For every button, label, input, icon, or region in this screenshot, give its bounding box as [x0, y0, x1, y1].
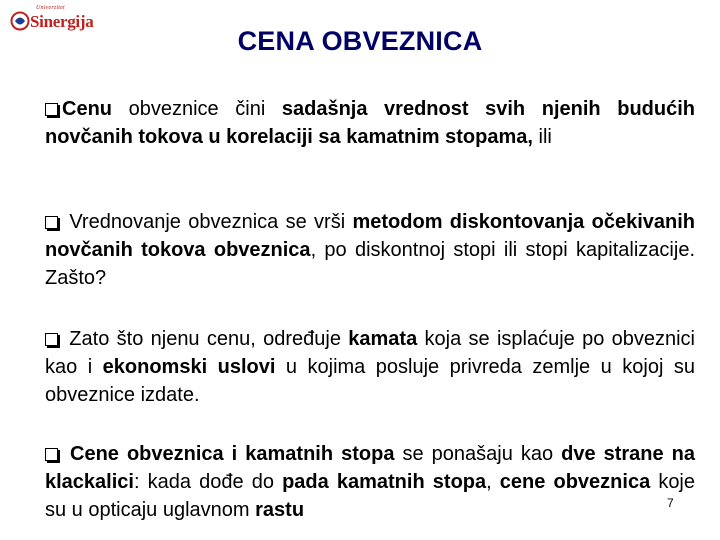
checkbox-bullet-icon — [45, 103, 58, 116]
logo-small-text: Univerzitet — [36, 5, 65, 11]
checkbox-bullet-icon — [45, 216, 58, 229]
checkbox-bullet-icon — [45, 448, 58, 461]
logo-name: Sinergija — [30, 12, 94, 31]
paragraph-2: Vrednovanje obveznica se vrši metodom diskontovanja očekivanih novčanih tokova obveznica, po diskontnoj stopi ili stopi kapitalizacije. Zašto? — [45, 211, 695, 289]
paragraph-1: Cenu obveznice čini sadašnja vrednost svih njenih budućih novčanih tokova u korelaciji sa kamatnim stopama, ili — [45, 98, 695, 148]
slide-title: CENA OBVEZNICA — [237, 26, 483, 56]
page-number: 7 — [667, 496, 674, 510]
paragraph-4: Cene obveznica i kamatnih stopa se ponašaju kao dve strane na klackalici: kada dođe do pada kamatnih stopa, cene obveznica koje su u opticaju uglavnom rastu — [45, 443, 696, 521]
paragraph-3: Zato što njenu cenu, određuje kamata koja se isplaćuje po obveznici kao i ekonomski uslovi u kojima posluje privreda zemlje u kojoj su obveznice izdate. — [45, 328, 696, 406]
checkbox-bullet-icon — [45, 333, 58, 346]
